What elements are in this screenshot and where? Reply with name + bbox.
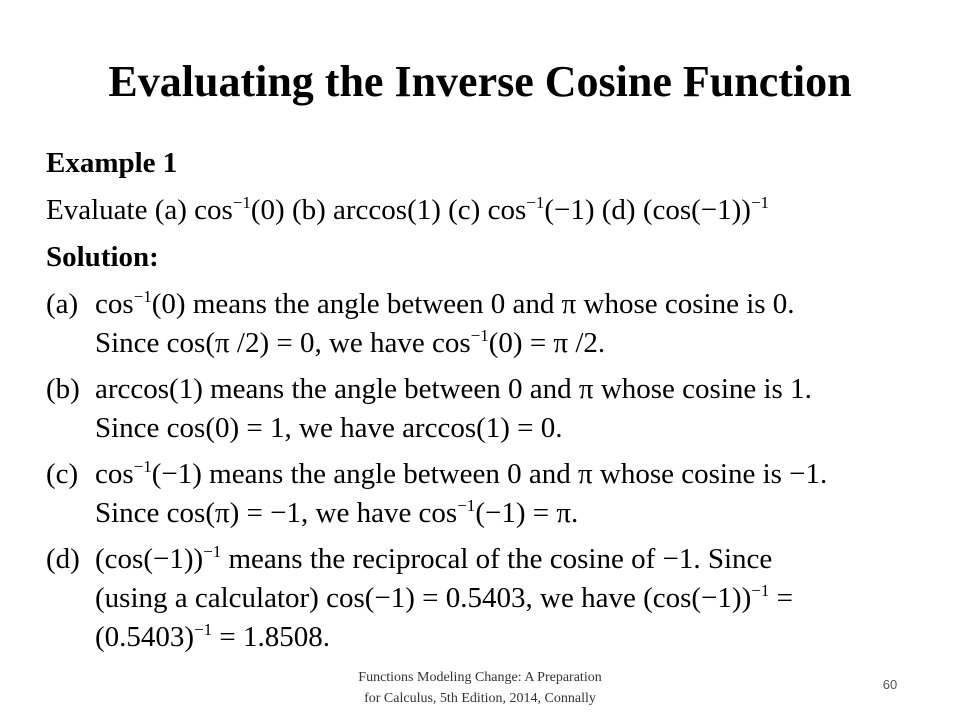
part-d-text: =: [769, 582, 793, 614]
part-c-line-2: [95, 493, 578, 533]
part-a-sup: −1: [133, 287, 152, 306]
part-a-text: (0) = π /2.: [488, 327, 606, 359]
page-number: 60: [882, 677, 898, 692]
part-d-text: (using a calculator) cos(−1) = 0.5403, we have (cos(−1)): [95, 582, 752, 614]
evaluate-text-2: (0) (b) arccos(1) (c) cos: [250, 194, 527, 226]
evaluate-line: [46, 190, 769, 230]
part-a-line-2: [95, 323, 605, 363]
part-a-text: Since cos(π /2) = 0, we have cos: [95, 327, 471, 359]
footer-line-1: Functions Modeling Change: A Preparation: [358, 670, 602, 685]
part-c-line-1: [95, 454, 827, 494]
part-b-label: (b): [46, 373, 80, 405]
part-c-sup: −1: [133, 457, 152, 476]
part-c-text: (−1) means the angle between 0 and π whose cosine is −1.: [151, 458, 828, 490]
part-c-text: Since cos(π) = −1, we have cos: [95, 497, 458, 529]
part-d-sup: −1: [194, 620, 213, 639]
part-d-sup: −1: [203, 542, 222, 561]
solution-heading: Solution:: [46, 241, 159, 273]
part-a-label: (a): [46, 288, 79, 320]
part-b-line-2: Since cos(0) = 1, we have arccos(1) = 0.: [95, 412, 563, 444]
part-a-text: (0) means the angle between 0 and π whose cosine is 0.: [151, 288, 795, 320]
part-d-label: (d): [46, 543, 80, 575]
part-a-line-1: [95, 284, 795, 324]
part-c-text: cos: [95, 458, 134, 490]
part-d-text: (cos(−1)): [95, 543, 204, 575]
example-heading: Example 1: [46, 147, 178, 179]
part-d-line-2: [95, 578, 793, 618]
footer-line-2: for Calculus, 5th Edition, 2014, Connally: [364, 691, 596, 706]
part-a-text: cos: [95, 288, 134, 320]
part-c-sup: −1: [457, 496, 476, 515]
part-c-text: (−1) = π.: [475, 497, 579, 529]
part-a-sup: −1: [470, 326, 489, 345]
evaluate-text-3: (−1) (d) (cos(−1)): [544, 194, 751, 226]
evaluate-sup-1: −1: [232, 193, 251, 212]
evaluate-sup-3: −1: [750, 193, 770, 212]
part-d-line-1: [95, 539, 772, 579]
part-d-text: = 1.8508.: [212, 621, 331, 653]
part-b-line-1: arccos(1) means the angle between 0 and π whose cosine is 1.: [95, 373, 812, 405]
part-d-text: (0.5403): [95, 621, 195, 653]
evaluate-text-1: Evaluate (a) cos: [46, 194, 233, 226]
footer-citation: [300, 667, 660, 709]
evaluate-sup-2: −1: [526, 193, 545, 212]
part-c-label: (c): [46, 458, 79, 490]
part-d-sup: −1: [751, 581, 770, 600]
slide-title: Evaluating the Inverse Cosine Function: [108, 57, 852, 106]
part-d-text: means the reciprocal of the cosine of −1. Since: [221, 543, 773, 575]
part-d-line-3: [95, 617, 330, 657]
